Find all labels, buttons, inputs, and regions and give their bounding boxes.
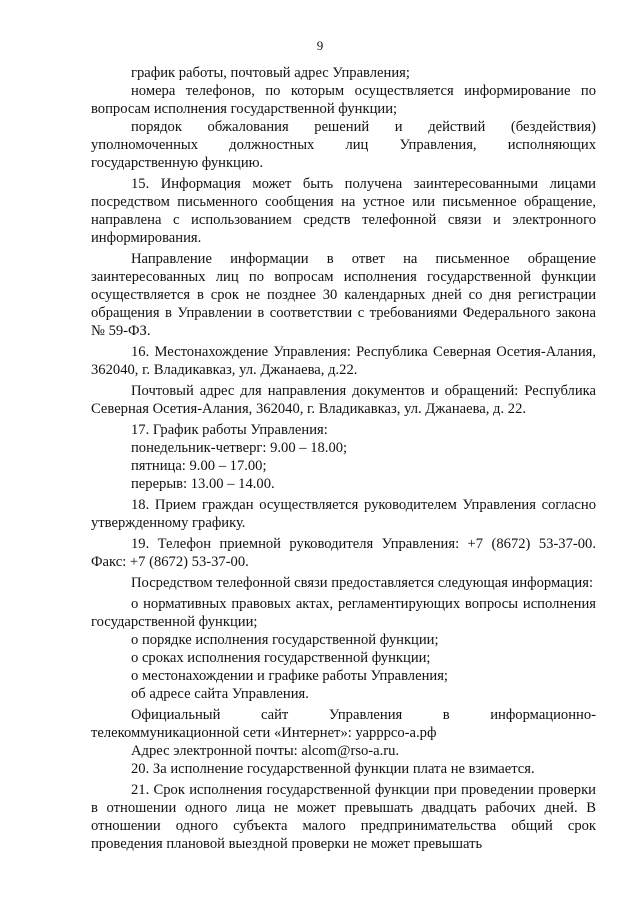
- paragraph: 20. За исполнение государственной функции плата не взимается.: [131, 761, 535, 777]
- paragraph: номера телефонов, по которым осуществляется информирование по вопросам исполнения государственной функции;: [91, 83, 596, 117]
- paragraph: Направление информации в ответ на письменное обращение заинтересованных лиц по вопросам исполнения государственной функции осуществляется в срок не позднее 30 календарных дней со дня регистрации обращения в Управлении в соответствии с требованиями Федерального закона № 59-ФЗ.: [91, 251, 596, 339]
- paragraph: об адресе сайта Управления.: [131, 686, 309, 702]
- paragraph: 17. График работы Управления:: [131, 422, 328, 438]
- paragraph: о местонахождении и графике работы Управления;: [131, 668, 448, 684]
- paragraph: о нормативных правовых актах, регламентирующих вопросы исполнения государственной функции;: [91, 596, 596, 630]
- paragraph: Почтовый адрес для направления документов и обращений: Республика Северная Осетия-Алания, 362040, г. Владикавказ, ул. Джанаева, д. 22.: [91, 383, 596, 417]
- paragraph: Адрес электронной почты: alcom@rso-a.ru.: [131, 743, 400, 759]
- paragraph: пятница: 9.00 – 17.00;: [131, 458, 267, 474]
- paragraph: понедельник-четверг: 9.00 – 18.00;: [131, 440, 348, 456]
- paragraph: о порядке исполнения государственной функции;: [131, 632, 439, 648]
- paragraph: 16. Местонахождение Управления: Республика Северная Осетия-Алания, 362040, г. Владикавказ, ул. Джанаева, д.22.: [91, 344, 596, 378]
- page-number: 9: [316, 38, 324, 53]
- paragraph: Официальный сайт Управления в информационно-телекоммуникационной сети «Интернет»: уарррсо-а.рф: [91, 707, 596, 741]
- paragraph: 19. Телефон приемной руководителя Управления: +7 (8672) 53-37-00. Факс: +7 (8672) 53-37-00.: [91, 536, 596, 570]
- paragraph: о сроках исполнения государственной функции;: [131, 650, 431, 666]
- paragraph: перерыв: 13.00 – 14.00.: [131, 476, 275, 492]
- paragraph: график работы, почтовый адрес Управления;: [131, 65, 410, 81]
- paragraph: порядок обжалования решений и действий (бездействия) уполномоченных должностных лиц Управления, исполняющих государственную функцию.: [91, 119, 596, 171]
- document-body: [91, 64, 596, 853]
- paragraph: Посредством телефонной связи предоставляется следующая информация:: [131, 575, 594, 591]
- paragraph: 18. Прием граждан осуществляется руководителем Управления согласно утвержденному графику.: [91, 497, 596, 531]
- paragraph: 21. Срок исполнения государственной функции при проведении проверки в отношении одного лица не может превышать двадцать рабочих дней. В отношении одного субъекта малого предпринимательства общий срок проведения плановой выездной проверки не может превышать: [91, 782, 596, 852]
- paragraph: 15. Информация может быть получена заинтересованными лицами посредством письменного сообщения на устное или письменное обращение, направлена с использованием средств телефонной связи и электронного информирования.: [91, 176, 596, 246]
